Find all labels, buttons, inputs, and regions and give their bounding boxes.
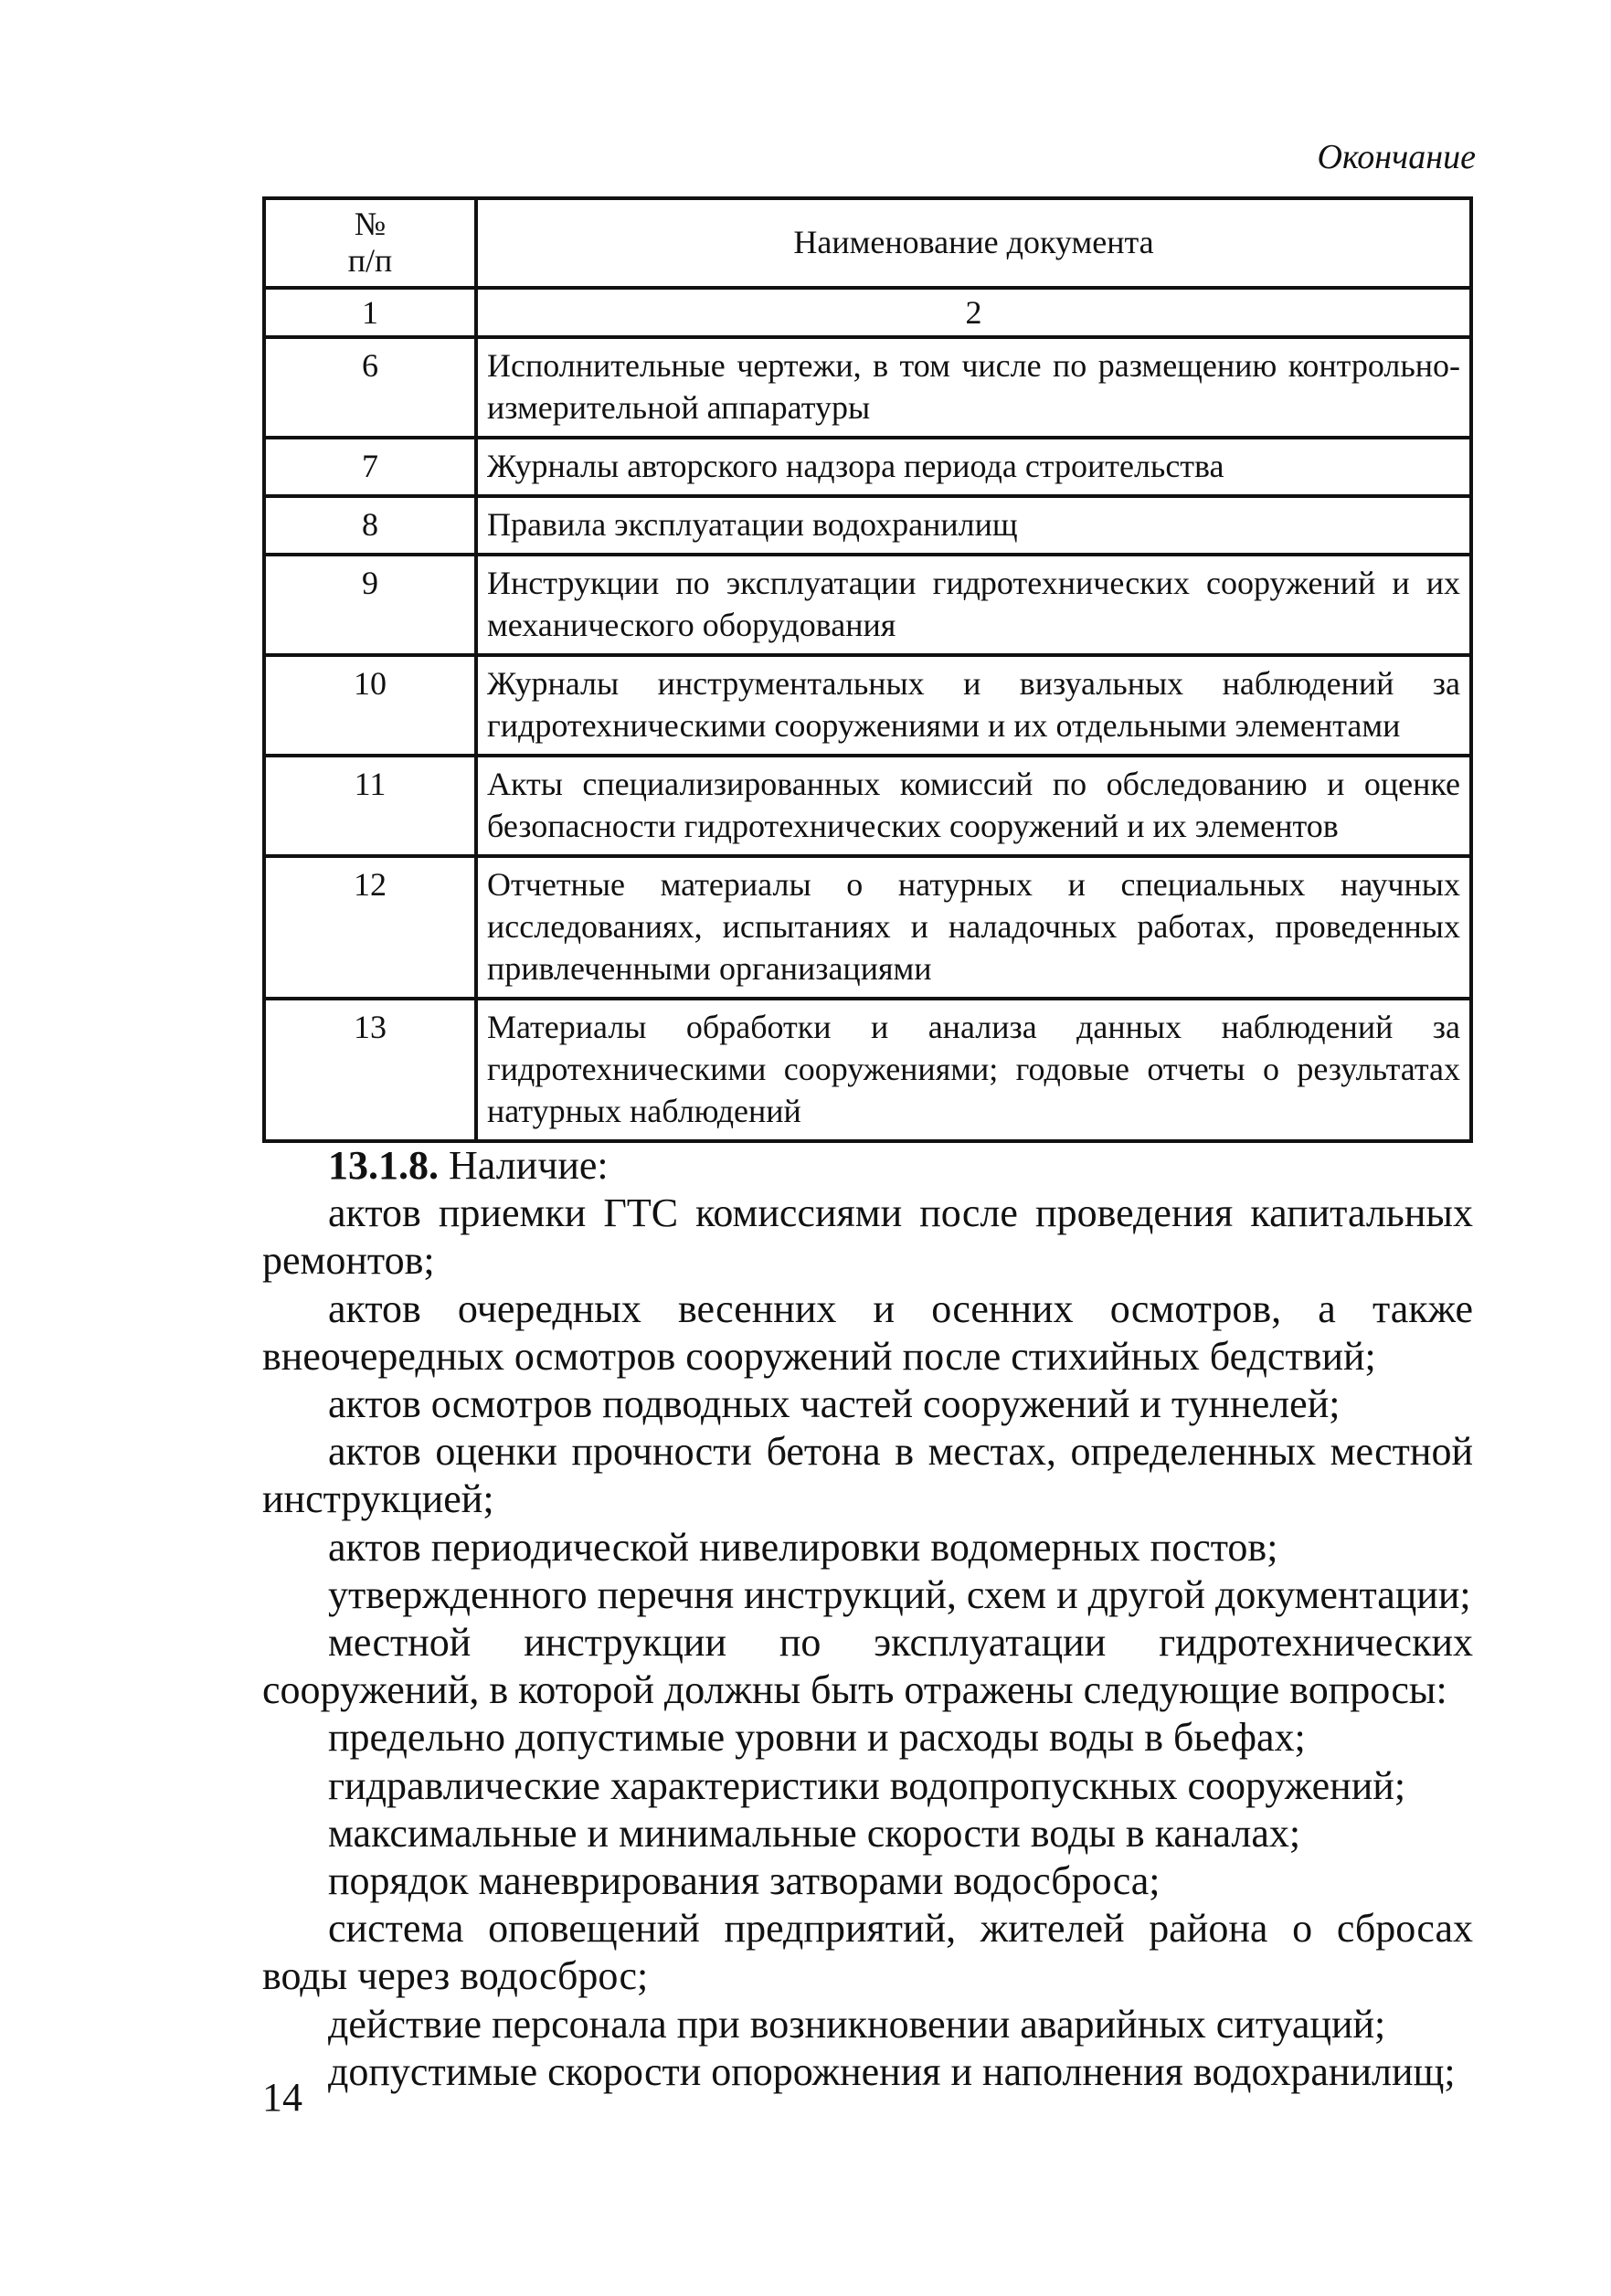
list-item: актов приемки ГТС комиссиями после проведения капитальных ремонтов; <box>262 1190 1473 1284</box>
list-item: местной инструкции по эксплуатации гидротехнических сооружений, в которой должны быть отражены следующие вопросы: <box>262 1620 1473 1713</box>
list-item: допустимые скорости опорожнения и наполнения водохранилищ; <box>328 2048 1456 2094</box>
row-number: 8 <box>264 496 476 555</box>
documents-table <box>262 196 1473 1143</box>
section-heading <box>262 1142 1473 1190</box>
list-item: актов осмотров подводных частей сооружений и туннелей; <box>328 1381 1341 1427</box>
list-item: гидравлические характеристики водопропускных сооружений; <box>328 1762 1406 1808</box>
column-index-2: 2 <box>476 288 1471 337</box>
row-number: 7 <box>264 438 476 496</box>
section-title: Наличие: <box>439 1143 609 1188</box>
list-item: утвержденного перечня инструкций, схем и другой документации; <box>328 1571 1471 1617</box>
row-number: 13 <box>264 999 476 1141</box>
list-item: актов оценки прочности бетона в местах, определенных местной инструкцией; <box>262 1429 1473 1522</box>
document-name: Инструкции по эксплуатации гидротехнических сооружений и их механического оборудования <box>476 555 1471 655</box>
list-item: актов очередных весенних и осенних осмотров, а также внеочередных осмотров сооружений после стихийных бедствий; <box>262 1286 1473 1379</box>
column-index-1: 1 <box>264 288 476 337</box>
table-row <box>264 555 1471 655</box>
table-header-row <box>264 198 1471 288</box>
list-item: действие персонала при возникновении аварийных ситуаций; <box>328 2001 1386 2047</box>
page-number: 14 <box>262 2075 302 2120</box>
list-item: предельно допустимые уровни и расходы воды в бьефах; <box>328 1715 1306 1761</box>
document-name: Исполнительные чертежи, в том числе по размещению контрольно-измерительной аппаратуры <box>476 337 1471 438</box>
table-row <box>264 655 1471 756</box>
row-number: 9 <box>264 555 476 655</box>
document-name: Правила эксплуатации водохранилищ <box>476 496 1471 555</box>
row-number: 12 <box>264 856 476 999</box>
section-number: 13.1.8. <box>328 1143 439 1188</box>
table-row <box>264 999 1471 1141</box>
table-row <box>264 438 1471 496</box>
table-row <box>264 856 1471 999</box>
table-row <box>264 496 1471 555</box>
document-name: Журналы авторского надзора периода строительства <box>476 438 1471 496</box>
row-number: 10 <box>264 655 476 756</box>
row-number: 11 <box>264 756 476 856</box>
column-index-row <box>264 288 1471 337</box>
section-body <box>262 1142 1473 2096</box>
column-header-name: Наименование документа <box>476 198 1471 288</box>
continuation-label: Окончание <box>1317 138 1476 176</box>
document-name: Материалы обработки и анализа данных наблюдений за гидротехническими сооружениями; годовые отчеты о результатах натурных наблюдений <box>476 999 1471 1141</box>
table-row <box>264 337 1471 438</box>
row-number: 6 <box>264 337 476 438</box>
list-item: система оповещений предприятий, жителей района о сбросах воды через водосброс; <box>262 1906 1473 1999</box>
list-item: актов периодической нивелировки водомерных постов; <box>328 1524 1278 1570</box>
document-name: Журналы инструментальных и визуальных наблюдений за гидротехническими сооружениями и их отдельными элементами <box>476 655 1471 756</box>
list-item: порядок маневрирования затворами водосброса; <box>328 1858 1161 1904</box>
column-header-number: № п/п <box>264 198 476 288</box>
list-item: максимальные и минимальные скорости воды в каналах; <box>328 1810 1301 1856</box>
table-row <box>264 756 1471 856</box>
document-name: Акты специализированных комиссий по обследованию и оценке безопасности гидротехнических сооружений и их элементов <box>476 756 1471 856</box>
document-name: Отчетные материалы о натурных и специальных научных исследованиях, испытаниях и наладочных работах, проведенных привлеченными организациями <box>476 856 1471 999</box>
